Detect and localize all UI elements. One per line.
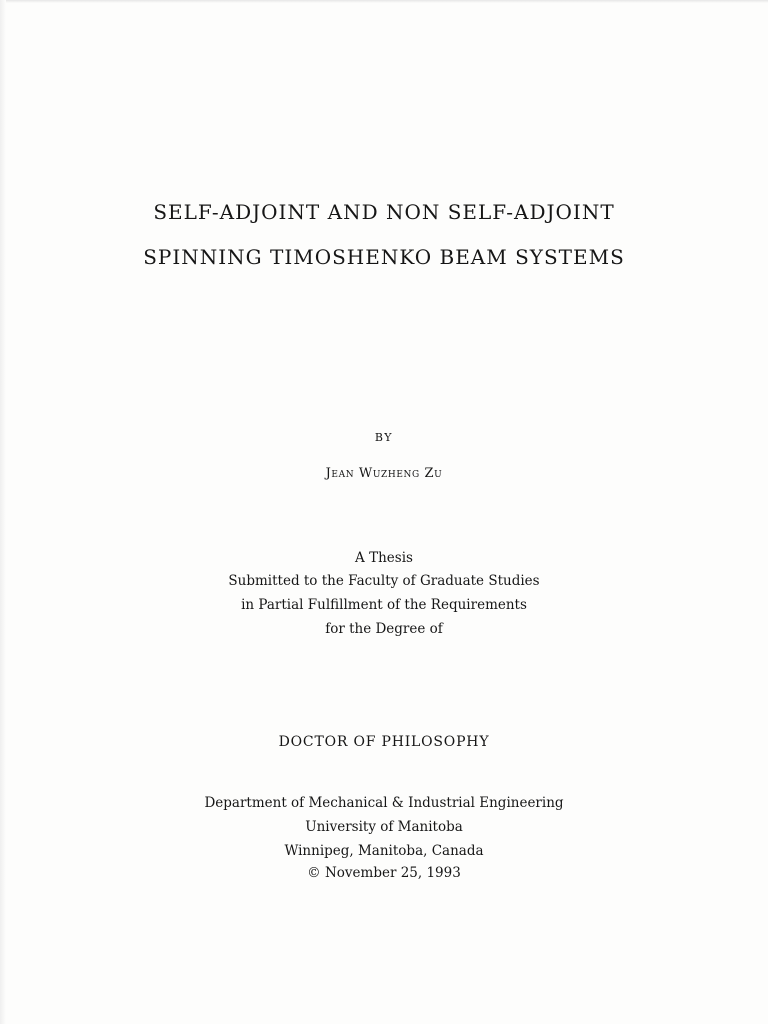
copyright-date: © November 25, 1993 (307, 865, 461, 881)
location: Winnipeg, Manitoba, Canada (284, 843, 484, 859)
by-label: BY (374, 431, 394, 444)
title-line-1: SELF-ADJOINT AND NON SELF-ADJOINT (153, 200, 615, 224)
university: University of Manitoba (305, 819, 463, 835)
scan-edge-top (0, 0, 768, 3)
title-line-2: SPINNING TIMOSHENKO BEAM SYSTEMS (143, 245, 625, 269)
thesis-line-3: in Partial Fulfillment of the Requirements (241, 597, 527, 613)
department: Department of Mechanical & Industrial Engineering (204, 795, 564, 811)
thesis-line-2: Submitted to the Faculty of Graduate Studies (228, 573, 540, 589)
thesis-line-4: for the Degree of (325, 621, 443, 637)
degree-title: DOCTOR OF PHILOSOPHY (278, 734, 490, 750)
author-name: Jean Wuzheng Zu (325, 466, 443, 481)
thesis-line-1: A Thesis (355, 550, 413, 566)
